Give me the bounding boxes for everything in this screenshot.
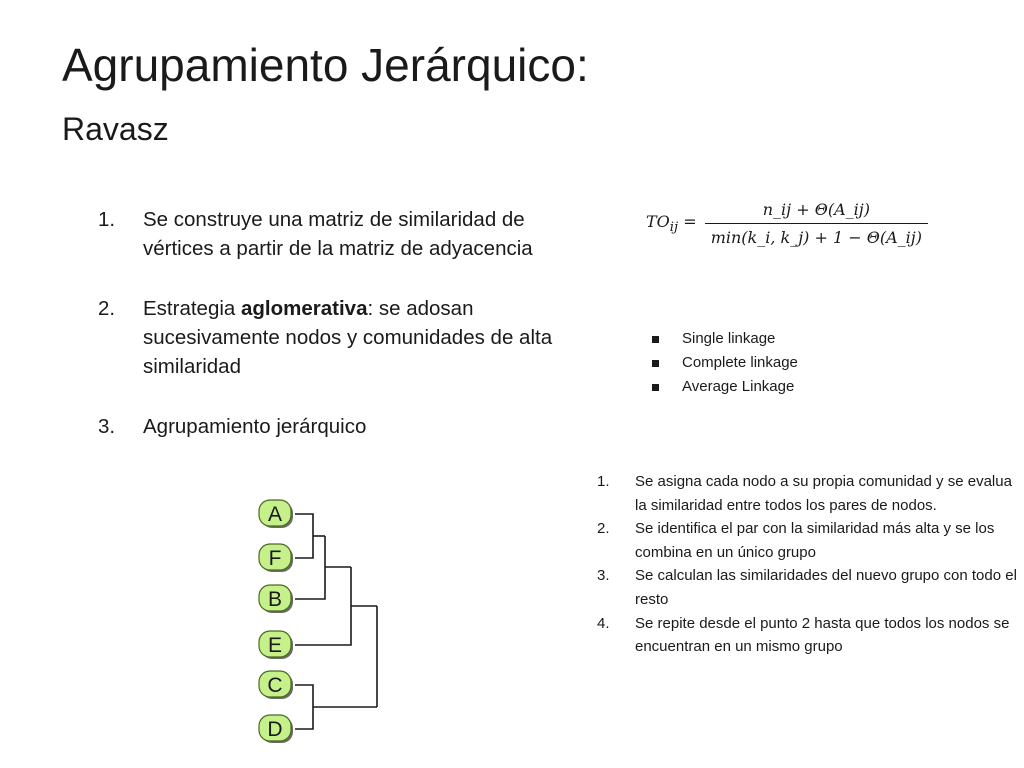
slide-title: Agrupamiento Jerárquico: bbox=[62, 39, 589, 91]
branch-afb-e bbox=[295, 567, 351, 645]
step-text-after: : se adosan sucesivamente nodos y comunidades de alta similaridad bbox=[143, 297, 553, 378]
linkage-item: Single linkage bbox=[652, 327, 798, 351]
formula-lhs-subscript: ij bbox=[669, 220, 679, 236]
dendrogram bbox=[255, 495, 395, 755]
branch-a-f bbox=[295, 514, 313, 558]
step-text: Se construye una matriz de similaridad de vértices a partir de la matriz de adyacencia bbox=[143, 208, 533, 260]
branch-c-d bbox=[295, 685, 313, 729]
topological-overlap-formula bbox=[646, 200, 928, 247]
dendrogram-leaf-e bbox=[259, 631, 293, 659]
algorithm-step: 4. Se repite desde el punto 2 hasta que todos los nodos se encuentran en un mismo grupo bbox=[597, 614, 1010, 656]
dendrogram-leaf-d bbox=[259, 715, 293, 743]
formula-lhs: $TO_{ij}$ = bbox=[646, 211, 697, 236]
formula-fraction bbox=[705, 200, 928, 247]
square-bullet-icon bbox=[652, 336, 659, 343]
linkage-list bbox=[652, 327, 798, 399]
svg-text:C: C bbox=[267, 674, 283, 697]
formula-denominator: min(k_i, k_j) + 1 − Θ(A_ij) bbox=[710, 228, 922, 247]
dendrogram-leaf-c bbox=[259, 671, 293, 699]
step-number: 2. bbox=[98, 297, 116, 320]
slide-subtitle: Ravasz bbox=[62, 111, 169, 147]
step-number: 1. bbox=[98, 208, 116, 231]
algorithm-step: 3. Se calculan las similaridades del nuevo grupo con todo el resto bbox=[597, 567, 1017, 608]
svg-text:E: E bbox=[267, 634, 283, 657]
square-bullet-icon bbox=[652, 360, 659, 367]
svg-text:A: A bbox=[267, 503, 283, 526]
step-text-before: Estrategia bbox=[143, 297, 241, 320]
step-bold-term: aglomerativa bbox=[241, 297, 368, 320]
dendrogram-branches bbox=[295, 514, 377, 729]
svg-text:D: D bbox=[267, 718, 283, 741]
step-text: Agrupamiento jerárquico bbox=[143, 415, 367, 438]
square-bullet-icon bbox=[652, 384, 659, 391]
linkage-item: Complete linkage bbox=[652, 351, 798, 375]
step-item bbox=[98, 412, 558, 441]
step-number: 3. bbox=[98, 415, 116, 438]
step-item bbox=[98, 294, 558, 381]
algorithm-step: 1. Se asigna cada nodo a su propia comunidad y se evalua la similaridad entre todos los pares de nodos. bbox=[597, 473, 1012, 514]
dendrogram-leaf-f bbox=[259, 544, 293, 572]
step-item bbox=[98, 205, 558, 263]
linkage-item: Average Linkage bbox=[652, 375, 798, 399]
svg-text:B: B bbox=[267, 588, 283, 611]
steps-list bbox=[98, 205, 558, 472]
algorithm-list bbox=[597, 470, 1017, 659]
branch-af-b bbox=[295, 536, 325, 599]
formula-equals: = bbox=[683, 211, 697, 231]
algorithm-step: 2. Se identifica el par con la similaridad más alta y se los combina en un único grupo bbox=[597, 520, 995, 561]
formula-numerator: n_ij + Θ(A_ij) bbox=[762, 200, 870, 219]
dendrogram-leaf-b bbox=[259, 585, 293, 613]
svg-text:F: F bbox=[268, 547, 282, 570]
dendrogram-leaf-a bbox=[259, 500, 293, 528]
